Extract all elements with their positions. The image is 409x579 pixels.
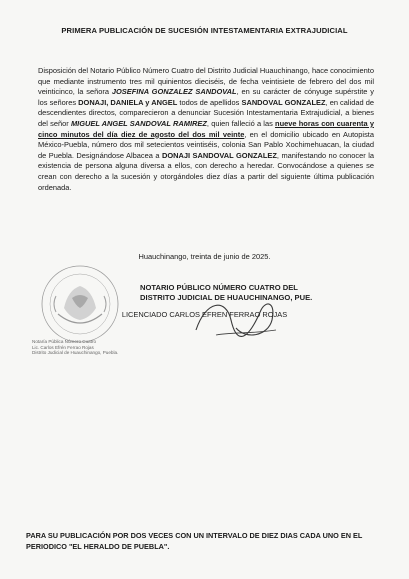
paragraph-part5: , quien falleció a las [206,118,276,128]
seal-caption [32,339,152,356]
paragraph-part2: , en su carácter de cónyuge supérstite y los señores [38,87,374,107]
deceased-name: MIGUEL ANGEL SANDOVAL RAMIREZ [70,118,207,128]
paragraph-part4: , en calidad de descendientes directos, comparecieron a denunciar Sucesión Intestamentaria Extrajudicial, a bienes del señor [38,97,374,128]
seal-caption-line2: Lic. Carlos Efrén Ferrao Rojas [32,344,94,350]
date-line: Huauchinango, treinta de junio de 2025. [138,252,271,261]
name-josefina: JOSEFINA GONZALEZ SANDOVAL [111,87,237,97]
signature-name: LICENCIADO CARLOS EFREN FERRAO ROJAS [121,310,288,319]
heirs-surnames: SANDOVAL GONZALEZ [241,97,326,107]
seal-caption-line3: Distrito Judicial de Huauchinango, Puebla. [32,350,119,356]
announcement-paragraph [38,66,374,193]
paragraph-part3: todos de apellidos [177,97,242,107]
paragraph-part7: , manifestando no conocer la existencia de persona alguna diversa a ellos, con derecho a heredar. Convocándose a quienes se crean con derecho a la sucesión y otorgándoles diez días a partir del siguiente última publicación ordenada. [38,150,374,192]
document-title: PRIMERA PUBLICACIÓN DE SUCESIÓN INTESTAMENTARIA EXTRAJUDICIAL [61,26,348,35]
executor-name: DONAJI SANDOVAL GONZALEZ [161,150,277,160]
seal-caption-line1: Notaría Pública Número Cuatro [32,339,97,344]
footer-instruction: PARA SU PUBLICACIÓN POR DOS VECES CON UN INTERVALO DE DIEZ DIAS CADA UNO EN EL PERIODICO "EL HERALDO DE PUEBLA". [26,531,363,552]
notary-line1: NOTARIO PÚBLICO NÚMERO CUATRO DEL [140,283,298,292]
paragraph-part6: , en el domicilio ubicado en Autopista México-Puebla, número dos mil setecientos veintiséis, colonia San Pablo Xochimehuacan, la ciudad de Puebla. Designándose Albacea a [38,129,374,160]
signature-icon [176,290,296,350]
death-time: nueve horas con cuarenta y cinco minutos del día diez de agosto del dos mil veinte [38,118,374,139]
notary-line2: DISTRITO JUDICIAL DE HUAUCHINANGO, PUE. [140,292,313,302]
heirs-names: DONAJI, DANIELA y ANGEL [78,97,178,107]
paragraph-intro: Disposición del Notario Público Número Cuatro del Distrito Judicial Huauchinango, hace conocimiento que mediante instrumento tres mil quinientos dieciséis, de fecha veintisiete de febrero del dos mil veinticinco, la señora [38,66,374,97]
